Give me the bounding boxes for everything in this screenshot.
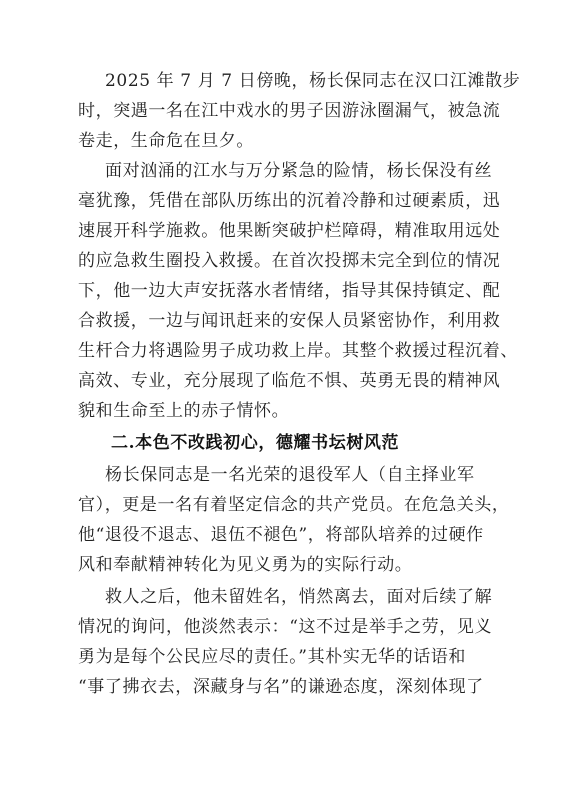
paragraph-2-line-1: 面对汹涌的江水与万分紧急的险情，杨长保没有丝	[105, 161, 493, 181]
paragraph-2-line-8: 高效、专业，充分展现了临危不惧、英勇无畏的精神风	[78, 371, 501, 391]
paragraph-3-line-3: 他“退役不退志、退伍不褪色”，将部队培养的过硬作	[78, 525, 484, 545]
paragraph-4-line-1: 救人之后，他未留姓名，悄然离去，面对后续了解	[105, 587, 493, 607]
paragraph-1-line-2: 时，突遇一名在江中戏水的男子因游泳圈漏气，被急流	[78, 101, 501, 121]
paragraph-3-line-4: 风和奉献精神转化为见义勇为的实际行动。	[78, 555, 413, 575]
paragraph-3-line-2: 官），更是一名有着坚定信念的共产党员。在危急关头，	[78, 495, 510, 515]
paragraph-1-line-3: 卷走，生命危在旦夕。	[78, 131, 254, 151]
paragraph-2-line-9: 貌和生命至上的赤子情怀。	[78, 401, 290, 421]
paragraph-2-line-5: 下，他一边大声安抚落水者情绪，指导其保持镇定、配	[78, 281, 501, 301]
paragraph-2-line-6: 合救援，一边与闻讯赶来的安保人员紧密协作，利用救	[78, 311, 501, 331]
paragraph-2-line-4: 的应急救生圈投入救援。在首次投掷未完全到位的情况	[78, 251, 501, 271]
paragraph-2-line-7: 生杆合力将遇险男子成功救上岸。其整个救援过程沉着、	[78, 341, 518, 361]
paragraph-4-line-4: “事了拂衣去，深藏身与名”的谦逊态度，深刻体现了	[78, 677, 484, 697]
paragraph-3-line-1: 杨长保同志是一名光荣的退役军人（自主择业军	[105, 465, 475, 485]
section-heading: 二.本色不改践初心，德耀书坛树风范	[111, 433, 400, 453]
paragraph-1-line-1: 2025 年 7 月 7 日傍晚，杨长保同志在汉口江滩散步	[105, 71, 521, 91]
paragraph-2-line-2: 毫犹豫，凭借在部队历练出的沉着冷静和过硬素质，迅	[78, 191, 501, 211]
paragraph-4-line-2: 情况的询问，他淡然表示：“这不过是举手之劳，见义	[78, 617, 493, 637]
paragraph-4-line-3: 勇为是每个公民应尽的责任。”其朴实无华的话语和	[78, 647, 466, 667]
paragraph-2-line-3: 速展开科学施救。他果断突破护栏障碍，精准取用远处	[78, 221, 501, 241]
